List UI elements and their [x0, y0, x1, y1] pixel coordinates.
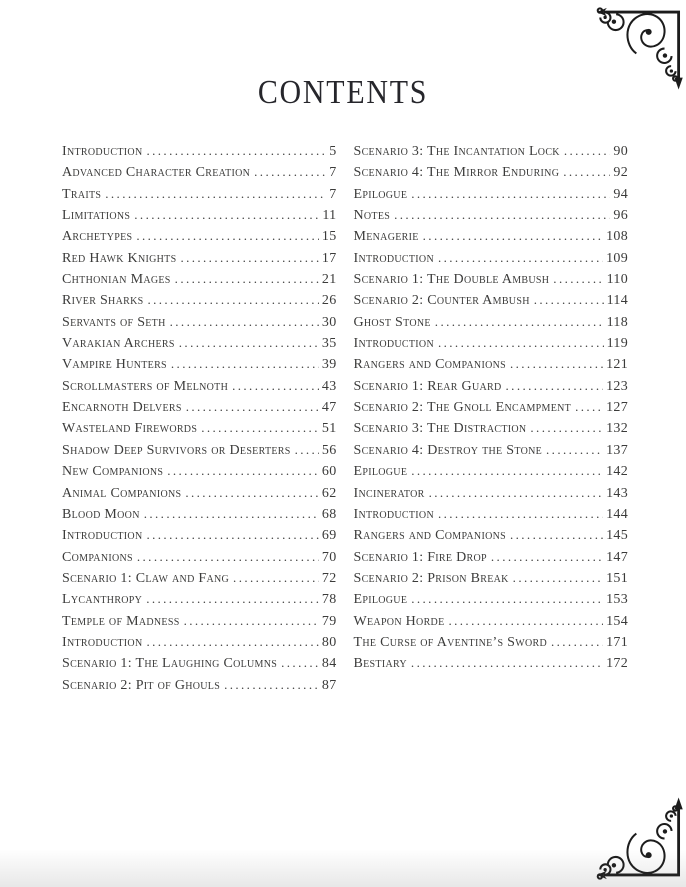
toc-entry [354, 463, 629, 484]
toc-entry-label: Animal Companions [62, 485, 182, 501]
toc-entry-page-number: 108 [606, 229, 628, 245]
toc-entry-leader-dots [175, 271, 319, 288]
toc-entry [62, 634, 337, 655]
toc-entry [62, 314, 337, 335]
toc-entry-label: Vampire Hunters [62, 357, 167, 373]
toc-entry-page-number: 43 [321, 378, 337, 394]
toc-entry-leader-dots [146, 527, 318, 544]
toc-entry-page-number: 21 [321, 272, 337, 288]
page-title: CONTENTS [257, 74, 429, 111]
toc-entry [354, 591, 629, 612]
toc-entry [62, 677, 337, 698]
toc-entry [62, 655, 337, 676]
toc-entry-leader-dots [179, 335, 319, 352]
toc-entry-leader-dots [564, 143, 611, 160]
toc-entry [62, 527, 337, 548]
toc-entry-label: Bestiary [353, 656, 407, 672]
toc-entry-label: Scenario 1: The Double Ambush [353, 272, 550, 288]
toc-entry [354, 485, 629, 506]
toc-entry-page-number: 51 [321, 421, 337, 437]
toc-entry-page-number: 118 [606, 314, 628, 330]
toc-entry-page-number: 17 [321, 250, 337, 266]
toc-entry-label: Rangers and Companions [353, 357, 506, 373]
toc-entry-label: Traits [62, 186, 102, 202]
toc-entry-leader-dots [137, 549, 319, 566]
toc-entry [354, 292, 629, 313]
toc-entry [354, 442, 629, 463]
toc-entry [354, 314, 629, 335]
toc-entry-leader-dots [185, 485, 319, 502]
toc-entry-page-number: 114 [606, 293, 628, 309]
toc-entry-page-number: 145 [606, 528, 628, 544]
toc-entry-leader-dots [510, 527, 603, 544]
toc-entry [62, 485, 337, 506]
toc-entry [354, 271, 629, 292]
toc-entry-label: Scenario 1: Rear Guard [353, 378, 502, 394]
toc-entry-label: Scrollmasters of Melnoth [62, 378, 229, 394]
toc-entry-leader-dots [394, 207, 610, 224]
toc-column-right [354, 143, 629, 698]
toc-entry [62, 570, 337, 591]
toc-entry-page-number: 127 [606, 400, 628, 416]
toc-entry [62, 442, 337, 463]
toc-entry-page-number: 90 [613, 144, 628, 159]
toc-entry-label: Wasteland Firewords [62, 421, 198, 437]
toc-entry-label: Epilogue [353, 592, 408, 608]
toc-entry-label: Servants of Seth [62, 314, 166, 330]
toc-entry-leader-dots [411, 186, 610, 203]
toc-entry-label: Scenario 3: The Incantation Lock [353, 144, 560, 159]
toc-entry [354, 527, 629, 548]
toc-entry-page-number: 154 [606, 613, 628, 629]
toc-entry [62, 292, 337, 313]
toc-entry-leader-dots [233, 570, 319, 587]
corner-flourish-icon [595, 794, 683, 882]
toc-entry-leader-dots [510, 356, 603, 373]
toc-entry-page-number: 147 [606, 549, 628, 565]
toc-entry-label: Scenario 2: Pit of Ghouls [62, 677, 221, 693]
toc-entry-leader-dots [136, 228, 319, 245]
toc-entry-page-number: 123 [606, 378, 628, 394]
toc-entry-page-number: 39 [321, 357, 337, 373]
toc-entry [354, 613, 629, 634]
toc-entry-page-number: 56 [321, 442, 337, 458]
toc-entry [62, 549, 337, 570]
toc-entry-page-number: 60 [321, 464, 337, 480]
toc-entry [354, 549, 629, 570]
toc-entry-page-number: 96 [613, 208, 628, 224]
toc-entry-label: Advanced Character Creation [62, 165, 251, 181]
toc-entry-leader-dots [146, 634, 318, 651]
toc-entry [354, 378, 629, 399]
toc-entry-page-number: 172 [606, 656, 628, 672]
toc-entry-page-number: 11 [322, 208, 337, 224]
toc-entry-label: Incinerator [353, 485, 425, 501]
toc-entry-leader-dots [134, 207, 319, 224]
toc-entry-leader-dots [170, 314, 319, 331]
toc-entry-label: Introduction [353, 250, 434, 266]
toc-entry-leader-dots [105, 186, 326, 203]
toc-entry-leader-dots [232, 378, 319, 395]
toc-entry-page-number: 72 [321, 570, 337, 586]
toc-entry-page-number: 70 [321, 549, 337, 565]
toc-entry [62, 228, 337, 249]
toc-entry-label: Scenario 1: Claw and Fang [62, 570, 230, 586]
toc-entry-label: Menagerie [353, 229, 419, 245]
toc-entry [354, 335, 629, 356]
toc-entry-label: Scenario 1: The Laughing Columns [62, 656, 278, 672]
toc-entry-label: River Sharks [62, 293, 144, 309]
toc-entry-leader-dots [295, 442, 319, 459]
toc-entry-label: Notes [353, 208, 391, 224]
toc-entry-leader-dots [186, 399, 319, 416]
toc-entry-label: Blood Moon [62, 506, 140, 522]
toc-entry [62, 164, 337, 185]
toc-entry [62, 356, 337, 377]
toc-entry-leader-dots [184, 613, 319, 630]
toc-entry-label: Scenario 4: The Mirror Enduring [353, 165, 560, 181]
toc-entry-leader-dots [146, 143, 326, 160]
toc-entry-leader-dots [530, 420, 603, 437]
table-of-contents [62, 143, 628, 698]
toc-entry-label: Archetypes [62, 229, 133, 245]
corner-flourish-icon [595, 5, 683, 93]
toc-column-left [62, 143, 337, 698]
toc-entry-leader-dots [575, 399, 603, 416]
toc-entry-page-number: 79 [321, 613, 337, 629]
toc-entry-label: Varakian Archers [62, 336, 175, 352]
toc-entry-label: Scenario 2: The Gnoll Encampment [353, 400, 572, 416]
toc-entry-leader-dots [171, 356, 319, 373]
toc-entry-leader-dots [411, 655, 603, 672]
toc-entry-page-number: 87 [321, 677, 337, 693]
toc-entry-page-number: 119 [606, 336, 628, 352]
toc-entry [354, 420, 629, 441]
toc-entry-leader-dots [224, 677, 319, 694]
page-edge-shadow [0, 849, 686, 887]
toc-entry-leader-dots [534, 292, 604, 309]
toc-entry-label: Scenario 4: Destroy the Stone [353, 442, 543, 458]
toc-entry-label: Introduction [62, 144, 143, 159]
toc-entry-leader-dots [546, 442, 603, 459]
toc-entry-label: Scenario 2: Prison Break [353, 570, 509, 586]
toc-entry-label: New Companions [62, 464, 164, 480]
toc-entry-page-number: 142 [606, 464, 628, 480]
toc-entry [62, 506, 337, 527]
toc-entry [62, 207, 337, 228]
toc-entry-leader-dots [506, 378, 604, 395]
toc-entry-page-number: 69 [321, 528, 337, 544]
toc-entry-leader-dots [281, 655, 319, 672]
toc-entry-label: Scenario 2: Counter Ambush [353, 293, 530, 309]
toc-entry-page-number: 143 [606, 485, 628, 501]
toc-entry [354, 164, 629, 185]
toc-entry-leader-dots [201, 420, 319, 437]
toc-entry [354, 399, 629, 420]
toc-entry-page-number: 68 [321, 506, 337, 522]
toc-entry-label: Introduction [62, 528, 143, 544]
toc-entry-page-number: 132 [606, 421, 628, 437]
toc-entry [354, 506, 629, 527]
toc-entry-page-number: 15 [321, 229, 337, 245]
toc-entry-label: Limitations [62, 208, 131, 224]
toc-entry-label: Ghost Stone [353, 314, 431, 330]
toc-entry-page-number: 109 [606, 250, 628, 266]
toc-entry-leader-dots [513, 570, 603, 587]
toc-entry-leader-dots [491, 549, 603, 566]
toc-entry-page-number: 5 [329, 144, 337, 159]
toc-entry-page-number: 171 [606, 634, 628, 650]
toc-entry [354, 655, 629, 676]
toc-entry-page-number: 47 [321, 400, 337, 416]
toc-entry-label: Lycanthropy [62, 592, 143, 608]
toc-entry-label: Shadow Deep Survivors or Deserters [62, 442, 291, 458]
toc-entry-leader-dots [435, 314, 604, 331]
toc-entry [354, 250, 629, 271]
toc-entry-page-number: 78 [321, 592, 337, 608]
toc-entry-leader-dots [144, 506, 319, 523]
toc-entry-leader-dots [448, 613, 603, 630]
toc-entry-leader-dots [438, 506, 603, 523]
toc-entry-page-number: 110 [606, 272, 628, 288]
toc-entry-page-number: 62 [321, 485, 337, 501]
toc-entry-leader-dots [423, 228, 603, 245]
toc-entry-page-number: 7 [329, 165, 337, 181]
toc-entry [354, 634, 629, 655]
toc-entry [62, 613, 337, 634]
toc-entry [354, 207, 629, 228]
toc-entry-leader-dots [146, 591, 319, 608]
toc-entry-label: Introduction [353, 506, 434, 522]
toc-entry [354, 356, 629, 377]
toc-entry-leader-dots [438, 250, 603, 267]
toc-entry-page-number: 94 [613, 186, 628, 202]
toc-entry-label: Red Hawk Knights [62, 250, 177, 266]
toc-entry [62, 186, 337, 207]
toc-entry-page-number: 26 [321, 293, 337, 309]
toc-entry-label: The Curse of Aventine’s Sword [353, 634, 547, 650]
toc-entry-label: Rangers and Companions [353, 528, 506, 544]
toc-entry [62, 271, 337, 292]
toc-entry [354, 186, 629, 207]
toc-entry [62, 420, 337, 441]
toc-entry-label: Temple of Madness [62, 613, 180, 629]
toc-entry [62, 463, 337, 484]
toc-entry-leader-dots [254, 164, 326, 181]
toc-entry-label: Epilogue [353, 186, 408, 202]
toc-entry [354, 143, 629, 164]
toc-entry-page-number: 153 [606, 592, 628, 608]
toc-entry-leader-dots [551, 634, 603, 651]
toc-entry-page-number: 137 [606, 442, 628, 458]
toc-entry-label: Introduction [353, 336, 434, 352]
toc-entry-leader-dots [438, 335, 604, 352]
toc-entry [62, 250, 337, 271]
toc-entry-page-number: 84 [321, 656, 337, 672]
toc-entry [62, 378, 337, 399]
toc-entry [62, 399, 337, 420]
toc-entry-label: Companions [62, 549, 133, 565]
toc-entry-label: Introduction [62, 634, 143, 650]
toc-entry-leader-dots [147, 292, 318, 309]
toc-entry-page-number: 35 [321, 336, 337, 352]
toc-entry [62, 143, 337, 164]
toc-entry-label: Scenario 1: Fire Drop [353, 549, 487, 565]
toc-entry-label: Encarnoth Delvers [62, 400, 182, 416]
toc-entry-page-number: 144 [606, 506, 628, 522]
toc-entry [62, 591, 337, 612]
toc-entry [62, 335, 337, 356]
toc-entry-label: Weapon Horde [353, 613, 445, 629]
toc-entry-leader-dots [411, 463, 603, 480]
toc-entry-leader-dots [411, 591, 603, 608]
toc-entry [354, 570, 629, 591]
toc-entry-page-number: 80 [321, 634, 337, 650]
toc-entry-page-number: 30 [321, 314, 337, 330]
toc-entry-label: Scenario 3: The Distraction [353, 421, 527, 437]
toc-entry-leader-dots [180, 250, 318, 267]
toc-entry-label: Epilogue [353, 464, 408, 480]
toc-entry-leader-dots [167, 463, 319, 480]
toc-entry-label: Chthonian Mages [62, 272, 171, 288]
toc-entry-page-number: 7 [329, 186, 337, 202]
toc-entry-page-number: 121 [606, 357, 628, 373]
toc-entry-leader-dots [563, 164, 610, 181]
toc-entry-page-number: 151 [606, 570, 628, 586]
toc-entry-leader-dots [553, 271, 603, 288]
toc-entry-page-number: 92 [613, 165, 628, 181]
toc-entry [354, 228, 629, 249]
toc-entry-leader-dots [429, 485, 603, 502]
